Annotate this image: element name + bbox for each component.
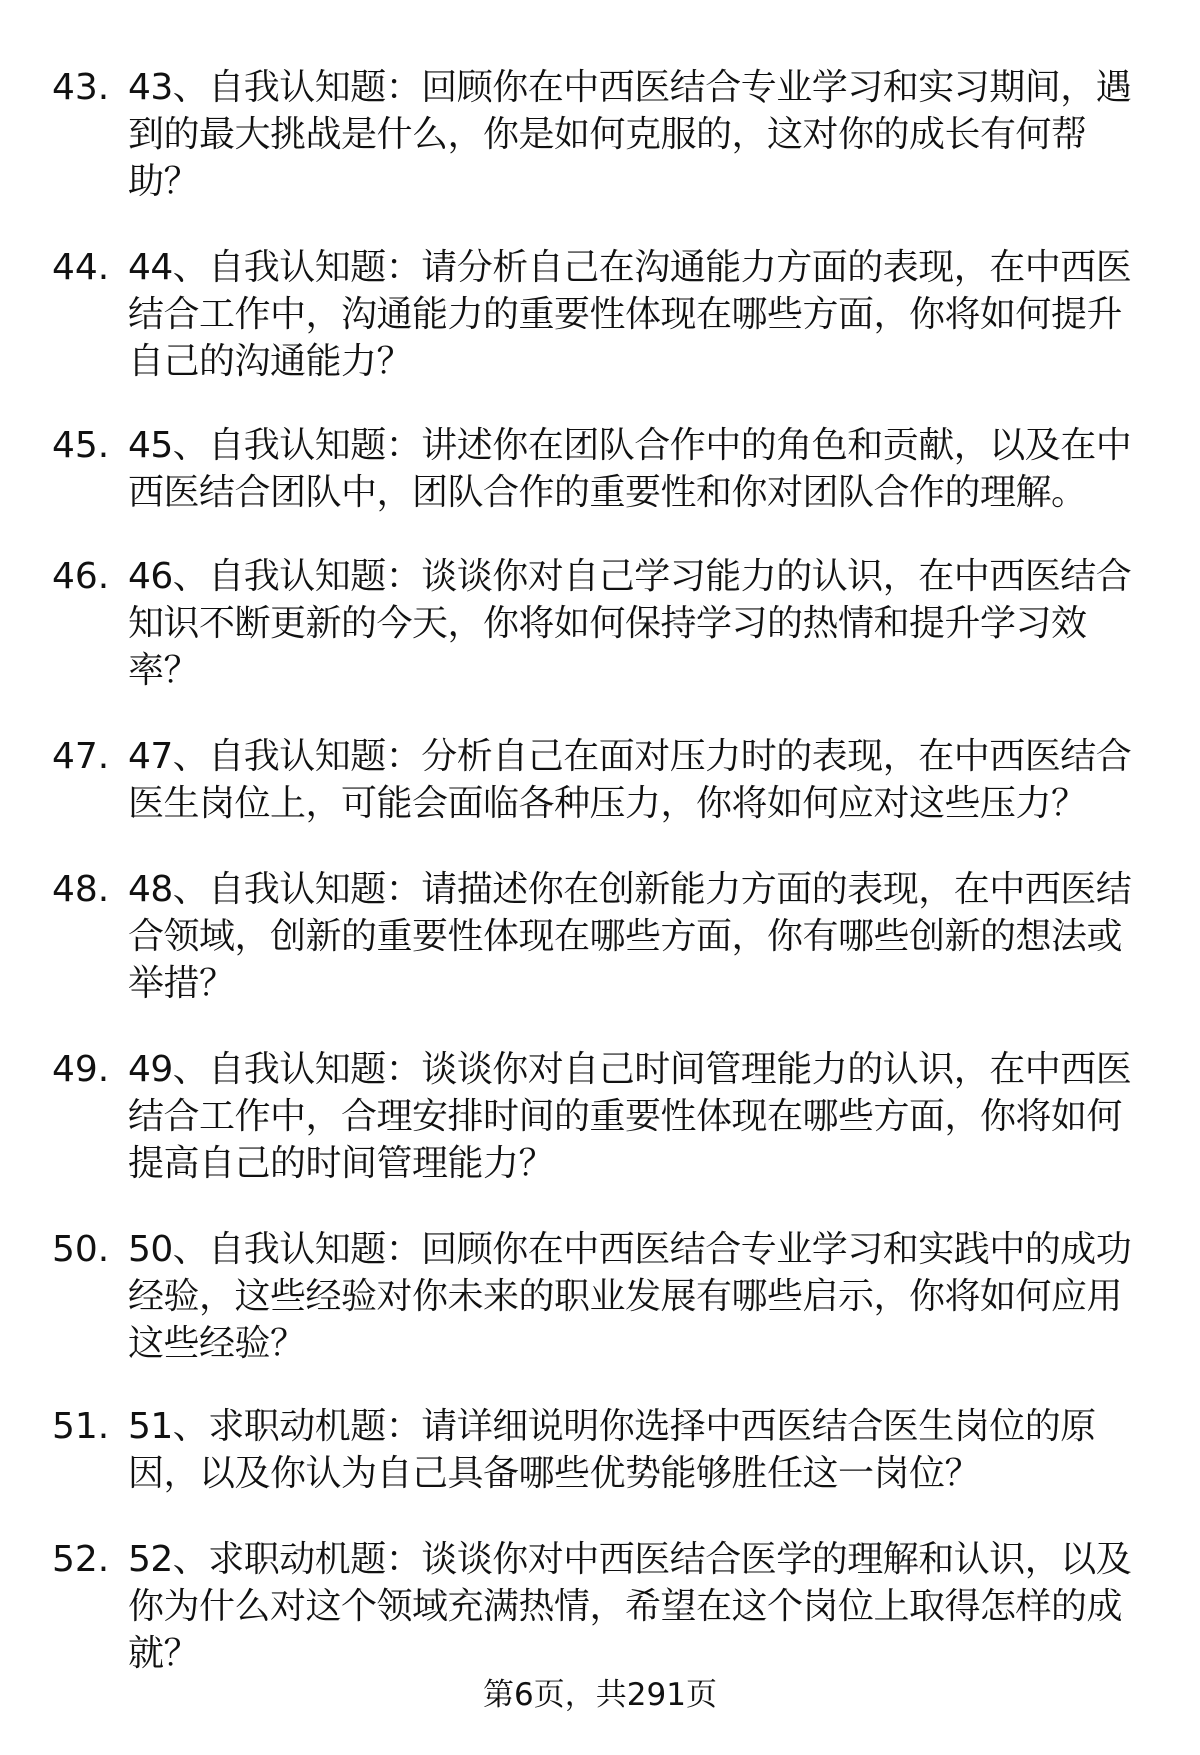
question-line: 就？ — [128, 1633, 200, 1674]
question-line: 48、自我认知题：请描述你在创新能力方面的表现，在中西医结 — [128, 869, 1132, 910]
question-text — [128, 64, 1168, 205]
item-number: 49. — [52, 1049, 110, 1090]
question-line: 合领域，创新的重要性体现在哪些方面，你有哪些创新的想法或 — [128, 916, 1123, 957]
question-text — [128, 1403, 1168, 1497]
question-line: 因，以及你认为自己具备哪些优势能够胜任这一岗位？ — [128, 1453, 981, 1494]
question-text — [128, 733, 1168, 827]
question-line: 举措？ — [128, 963, 235, 1004]
question-line: 知识不断更新的今天，你将如何保持学习的热情和提升学习效 — [128, 603, 1087, 644]
item-number: 48. — [52, 869, 110, 910]
question-line: 经验，这些经验对你未来的职业发展有哪些启示，你将如何应用 — [128, 1276, 1123, 1317]
page-number: 第6页，共291页 — [483, 1677, 717, 1713]
question-line: 47、自我认知题：分析自己在面对压力时的表现，在中西医结合 — [128, 736, 1132, 777]
item-number: 43. — [52, 67, 110, 108]
question-text — [128, 866, 1168, 1007]
question-line: 51、求职动机题：请详细说明你选择中西医结合医生岗位的原 — [128, 1406, 1096, 1447]
question-line: 52、求职动机题：谈谈你对中西医结合医学的理解和认识，以及 — [128, 1539, 1132, 1580]
item-number: 47. — [52, 736, 110, 777]
item-number: 44. — [52, 247, 110, 288]
question-text — [128, 422, 1168, 516]
question-line: 46、自我认知题：谈谈你对自己学习能力的认识，在中西医结合 — [128, 556, 1132, 597]
question-line: 你为什么对这个领域充满热情，希望在这个岗位上取得怎样的成 — [128, 1586, 1123, 1627]
item-number: 46. — [52, 556, 110, 597]
question-line: 这些经验？ — [128, 1323, 306, 1364]
question-line: 率？ — [128, 650, 200, 691]
question-line: 结合工作中，沟通能力的重要性体现在哪些方面，你将如何提升 — [128, 294, 1123, 335]
item-number: 45. — [52, 425, 110, 466]
question-line: 43、自我认知题：回顾你在中西医结合专业学习和实习期间，遇 — [128, 67, 1132, 108]
item-number: 50. — [52, 1229, 110, 1270]
question-line: 助？ — [128, 161, 200, 202]
question-line: 50、自我认知题：回顾你在中西医结合专业学习和实践中的成功 — [128, 1229, 1132, 1270]
item-number: 52. — [52, 1539, 110, 1580]
item-number: 51. — [52, 1406, 110, 1447]
question-text — [128, 1226, 1168, 1367]
question-line: 自己的沟通能力？ — [128, 341, 413, 382]
question-line: 49、自我认知题：谈谈你对自己时间管理能力的认识，在中西医 — [128, 1049, 1132, 1090]
question-text — [128, 244, 1168, 385]
question-line: 西医结合团队中，团队合作的重要性和你对团队合作的理解。 — [128, 472, 1087, 513]
question-line: 结合工作中，合理安排时间的重要性体现在哪些方面，你将如何 — [128, 1096, 1123, 1137]
question-line: 医生岗位上，可能会面临各种压力，你将如何应对这些压力？ — [128, 783, 1087, 824]
question-text — [128, 553, 1168, 694]
question-text — [128, 1536, 1168, 1677]
question-text — [128, 1046, 1168, 1187]
question-line: 到的最大挑战是什么，你是如何克服的，这对你的成长有何帮 — [128, 114, 1087, 155]
question-line: 提高自己的时间管理能力？ — [128, 1143, 555, 1184]
question-line: 44、自我认知题：请分析自己在沟通能力方面的表现，在中西医 — [128, 247, 1132, 288]
question-line: 45、自我认知题：讲述你在团队合作中的角色和贡献，以及在中 — [128, 425, 1132, 466]
